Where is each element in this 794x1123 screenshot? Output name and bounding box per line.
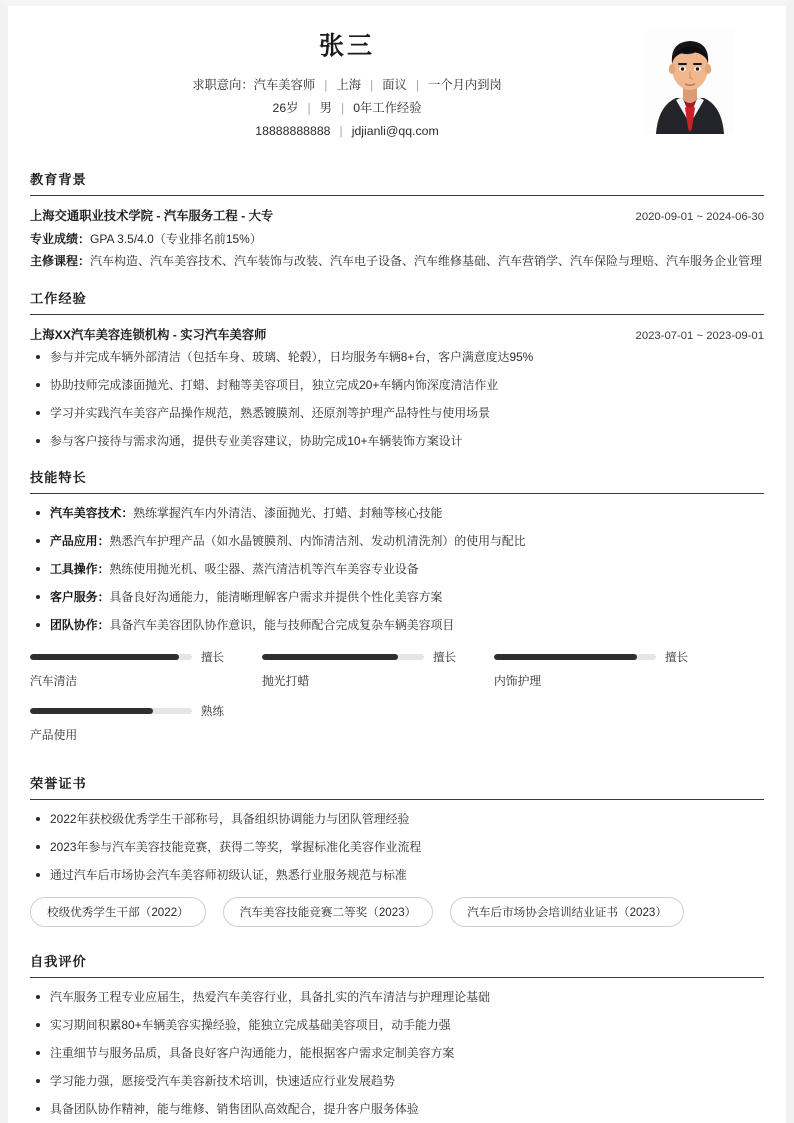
work-entry-head xyxy=(30,325,764,343)
job-intent-item: 上海 xyxy=(336,78,361,92)
skill-bar-row xyxy=(262,649,494,665)
honors-bullet-list xyxy=(30,810,764,885)
skill-item-label: 产品应用： xyxy=(50,534,110,548)
section-title-self-evaluation: 自我评价 xyxy=(30,954,87,969)
self-evaluation-bullet-item: 具备团队协作精神，能与维修、销售团队高效配合，提升客户服务体验 xyxy=(30,1100,764,1119)
skill-bar-level: 熟练 xyxy=(201,706,224,718)
work-bullet-item: 学习并实践汽车美容产品操作规范，熟悉镀膜剂、还原剂等护理产品特性与使用场景 xyxy=(30,404,764,423)
section-divider xyxy=(30,314,764,315)
skill-bar-track xyxy=(30,708,192,714)
basic-info-item: 0年工作经验 xyxy=(353,101,422,115)
job-intent-label: 求职意向： xyxy=(192,78,254,92)
self-evaluation-bullet-item: 汽车服务工程专业应届生，热爱汽车美容行业，具备扎实的汽车清洁与护理理论基础 xyxy=(30,988,764,1007)
contact-item: 18888888888 xyxy=(255,124,331,138)
basic-info-item: 26岁 xyxy=(272,101,299,115)
skill-item-text: 熟练使用抛光机、吸尘器、蒸汽清洁机等汽车美容专业设备 xyxy=(109,562,419,576)
page-title: 张三 xyxy=(318,32,375,60)
skill-bar-name: 产品使用 xyxy=(30,728,78,742)
section-divider xyxy=(30,977,764,978)
certificate-tag[interactable]: 校级优秀学生干部（2022） xyxy=(30,897,206,927)
education-entry-date: 2020-09-01 ~ 2024-06-30 xyxy=(635,211,764,223)
work-bullet-item: 协助技师完成漆面抛光、打蜡、封釉等美容项目，独立完成20+车辆内饰深度清洁作业 xyxy=(30,376,764,395)
work-entry-date: 2023-07-01 ~ 2023-09-01 xyxy=(635,330,764,342)
section-self-evaluation xyxy=(30,951,764,1119)
skill-item-label: 工具操作： xyxy=(50,562,110,576)
education-detail-text: 汽车构造、汽车美容技术、汽车装饰与改装、汽车电子设备、汽车维修基础、汽车营销学、汽车保险与理赔、汽车服务企业管理 xyxy=(90,254,763,268)
skill-item-label: 客户服务： xyxy=(50,590,110,604)
skill-bar-item xyxy=(30,649,262,689)
contact-items xyxy=(255,124,438,138)
education-detail-label: 专业成绩： xyxy=(30,232,91,246)
work-bullet-list xyxy=(30,348,764,451)
self-evaluation-bullet-item: 注重细节与服务品质，具备良好客户沟通能力，能根据客户需求定制美容方案 xyxy=(30,1044,764,1063)
certificate-tag[interactable]: 汽车后市场协会培训结业证书（2023） xyxy=(450,897,684,927)
separator: | xyxy=(340,101,345,115)
skill-bar-item xyxy=(30,703,262,743)
section-skills xyxy=(30,467,764,757)
separator: | xyxy=(370,78,374,92)
skill-bar-name: 抛光打蜡 xyxy=(262,674,310,688)
skill-item xyxy=(30,504,764,523)
education-entry-title: 上海交通职业技术学院 - 汽车服务工程 - 大专 xyxy=(30,209,274,223)
skill-bar-row xyxy=(30,649,262,665)
avatar xyxy=(646,28,734,134)
section-title-work: 工作经验 xyxy=(30,291,87,306)
separator: | xyxy=(339,124,343,138)
work-bullet-item: 参与客户接待与需求沟通，提供专业美容建议，协助完成10+车辆装饰方案设计 xyxy=(30,432,764,451)
honor-bullet-item: 2022年获校级优秀学生干部称号，具备组织协调能力与团队管理经验 xyxy=(30,810,764,829)
section-education xyxy=(30,169,764,272)
section-work xyxy=(30,288,764,451)
honor-bullet-item: 通过汽车后市场协会汽车美容师初级认证，熟悉行业服务规范与标准 xyxy=(30,866,764,885)
skill-bar-level: 擅长 xyxy=(433,652,456,664)
section-title-education: 教育背景 xyxy=(30,172,87,187)
skill-item-text: 熟悉汽车护理产品（如水晶镀膜剂、内饰清洁剂、发动机清洗剂）的使用与配比 xyxy=(109,534,526,548)
work-bullet-item: 参与并完成车辆外部清洁（包括车身、玻璃、轮毂），日均服务车辆8+台，客户满意度达95% xyxy=(30,348,764,367)
skill-item xyxy=(30,616,764,635)
section-honors xyxy=(30,773,764,935)
self-evaluation-bullet-item: 实习期间积累80+车辆美容实操经验，能独立完成基础美容项目，动手能力强 xyxy=(30,1016,764,1035)
skill-bar-name: 汽车清洁 xyxy=(30,674,78,688)
skill-item-text: 熟练掌握汽车内外清洁、漆面抛光、打蜡、封釉等核心技能 xyxy=(133,506,443,520)
skill-bullet-list xyxy=(30,504,764,635)
education-detail xyxy=(30,251,764,272)
self-evaluation-bullet-item: 学习能力强，愿接受汽车美容新技术培训，快速适应行业发展趋势 xyxy=(30,1072,764,1091)
skill-bar-row xyxy=(494,649,726,665)
education-detail-label: 主修课程： xyxy=(30,254,91,268)
job-intent-item: 一个月内到岗 xyxy=(428,78,502,92)
education-detail xyxy=(30,229,764,250)
skill-item xyxy=(30,532,764,551)
section-title-skills: 技能特长 xyxy=(30,470,87,485)
skill-item-text: 具备汽车美容团队协作意识，能与技师配合完成复杂车辆美容项目 xyxy=(109,618,455,632)
section-title-honors: 荣誉证书 xyxy=(30,776,87,791)
section-divider xyxy=(30,799,764,800)
section-divider xyxy=(30,493,764,494)
separator: | xyxy=(415,78,420,92)
certificate-tag[interactable]: 汽车美容技能竞赛二等奖（2023） xyxy=(223,897,434,927)
work-entry xyxy=(30,325,764,451)
separator: | xyxy=(324,78,328,92)
skill-item-label: 团队协作： xyxy=(50,618,110,632)
contact-item: jdjianli@qq.com xyxy=(351,124,439,138)
education-entry-head xyxy=(30,206,764,224)
job-intent-item: 汽车美容师 xyxy=(253,78,316,92)
job-intent-item: 面议 xyxy=(382,78,407,92)
skill-bar-track xyxy=(30,654,192,660)
skill-bar-fill xyxy=(30,654,179,660)
job-intent-items xyxy=(254,78,502,92)
portrait-photo-icon xyxy=(646,28,734,134)
education-entry xyxy=(30,206,764,272)
skill-bar-track xyxy=(262,654,424,660)
skill-bar-row xyxy=(30,703,262,719)
basic-info-items xyxy=(272,101,421,115)
skill-item xyxy=(30,588,764,607)
skill-bar-group xyxy=(30,649,764,757)
skill-bar-item xyxy=(494,649,726,689)
skill-bar-level: 擅长 xyxy=(665,652,688,664)
skill-item-text: 具备良好沟通能力，能清晰理解客户需求并提供个性化美容方案 xyxy=(109,590,443,604)
skill-bar-track xyxy=(494,654,656,660)
skill-bar-fill xyxy=(494,654,637,660)
skill-bar-level: 擅长 xyxy=(201,652,224,664)
skill-item xyxy=(30,560,764,579)
skill-bar-fill xyxy=(30,708,153,714)
basic-info-item: 男 xyxy=(319,101,332,115)
self-evaluation-bullet-list xyxy=(30,988,764,1119)
skill-bar-item xyxy=(262,649,494,689)
honor-bullet-item: 2023年参与汽车美容技能竞赛，获得二等奖，掌握标准化美容作业流程 xyxy=(30,838,764,857)
skill-bar-name: 内饰护理 xyxy=(494,674,542,688)
skill-bar-fill xyxy=(262,654,398,660)
section-divider xyxy=(30,195,764,196)
skill-item-label: 汽车美容技术： xyxy=(50,506,134,520)
education-detail-text: GPA 3.5/4.0（专业排名前15%） xyxy=(90,232,262,246)
work-entry-title: 上海XX汽车美容连锁机构 - 实习汽车美容师 xyxy=(30,328,267,342)
resume-header xyxy=(30,6,764,153)
certificate-tag-group xyxy=(30,897,764,935)
separator: | xyxy=(307,101,311,115)
